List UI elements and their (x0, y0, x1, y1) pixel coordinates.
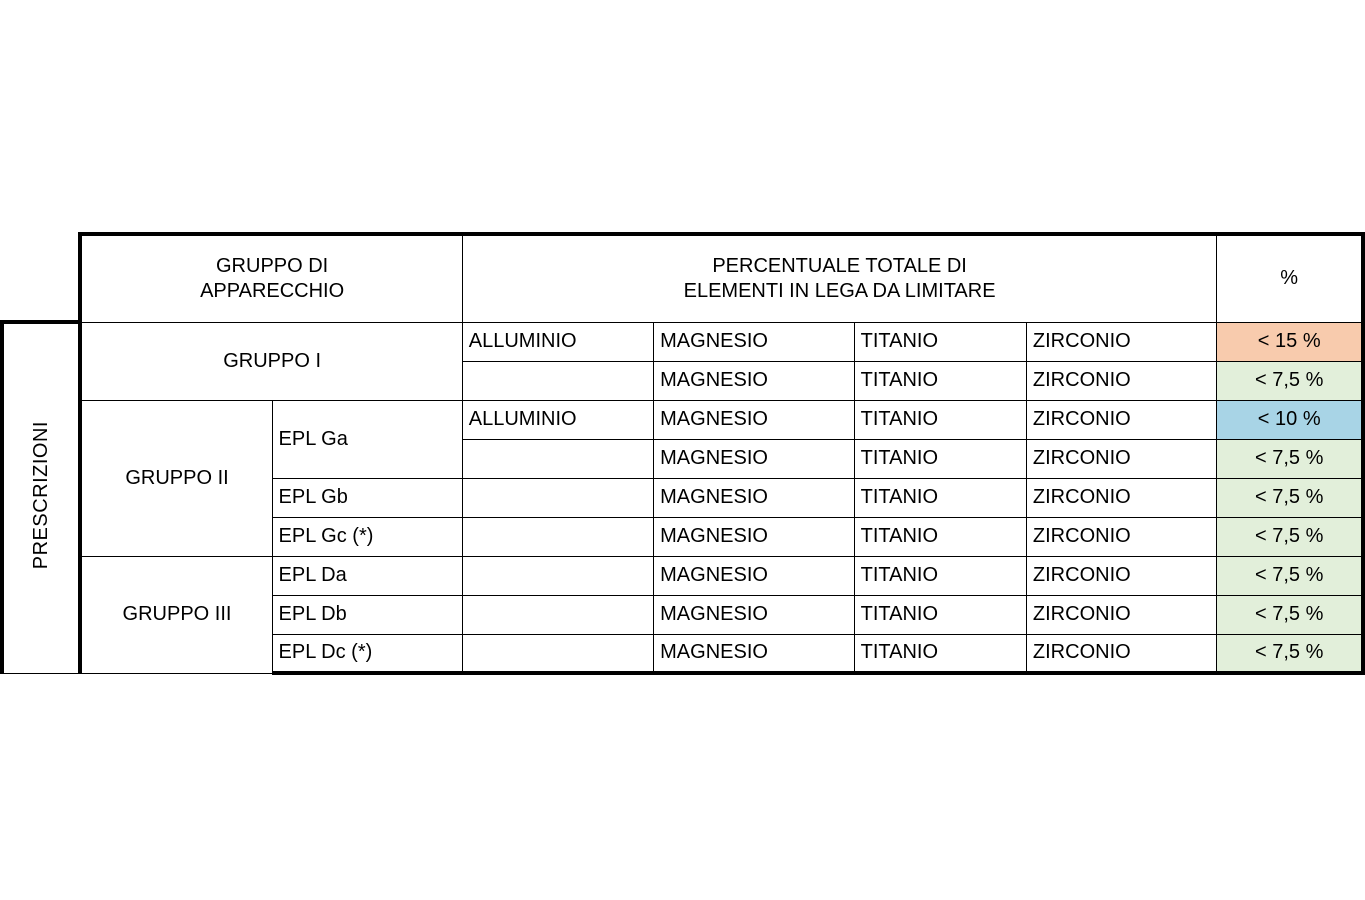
element-cell-zirconio: ZIRCONIO (1026, 517, 1216, 556)
element-cell-magnesio: MAGNESIO (654, 517, 854, 556)
header-group-line1: GRUPPO DI (216, 254, 329, 277)
percent-cell: < 7,5 % (1217, 595, 1363, 634)
element-cell-titanio: TITANIO (854, 556, 1026, 595)
element-cell-zirconio: ZIRCONIO (1026, 478, 1216, 517)
alloy-table-container (0, 232, 1365, 675)
element-cell-magnesio: MAGNESIO (654, 478, 854, 517)
element-cell-empty (462, 517, 653, 556)
element-cell-magnesio: MAGNESIO (654, 439, 854, 478)
header-group-line2: APPARECCHIO (200, 279, 345, 302)
element-cell-empty (462, 439, 653, 478)
element-cell-titanio: TITANIO (854, 400, 1026, 439)
subgroup-label-epl-gc: EPL Gc (*) (272, 517, 462, 556)
element-cell-empty (462, 556, 653, 595)
element-cell-empty (462, 361, 653, 400)
header-elements-line1: PERCENTUALE TOTALE DI (712, 254, 967, 277)
table-row (2, 322, 1363, 361)
group-label-gruppo-2: GRUPPO II (80, 400, 272, 556)
element-cell-magnesio: MAGNESIO (654, 595, 854, 634)
element-cell-titanio: TITANIO (854, 322, 1026, 361)
table-row (2, 400, 1363, 439)
element-cell-empty (462, 478, 653, 517)
header-group-apparecchio (80, 234, 462, 322)
header-spacer-cell (2, 234, 80, 322)
percent-cell: < 7,5 % (1217, 556, 1363, 595)
percent-cell: < 7,5 % (1217, 634, 1363, 673)
element-cell-magnesio: MAGNESIO (654, 556, 854, 595)
element-cell-titanio: TITANIO (854, 517, 1026, 556)
element-cell-empty (462, 595, 653, 634)
element-cell-magnesio: MAGNESIO (654, 634, 854, 673)
element-cell-alluminio: ALLUMINIO (462, 322, 653, 361)
subgroup-label-epl-da: EPL Da (272, 556, 462, 595)
element-cell-zirconio: ZIRCONIO (1026, 361, 1216, 400)
element-cell-zirconio: ZIRCONIO (1026, 595, 1216, 634)
element-cell-titanio: TITANIO (854, 634, 1026, 673)
element-cell-empty (462, 634, 653, 673)
table-row (2, 556, 1363, 595)
element-cell-alluminio: ALLUMINIO (462, 400, 653, 439)
element-cell-titanio: TITANIO (854, 361, 1026, 400)
percent-cell: < 7,5 % (1217, 361, 1363, 400)
element-cell-magnesio: MAGNESIO (654, 322, 854, 361)
subgroup-label-epl-dc: EPL Dc (*) (272, 634, 462, 673)
element-cell-titanio: TITANIO (854, 478, 1026, 517)
element-cell-zirconio: ZIRCONIO (1026, 439, 1216, 478)
percent-cell: < 7,5 % (1217, 517, 1363, 556)
element-cell-zirconio: ZIRCONIO (1026, 322, 1216, 361)
element-cell-magnesio: MAGNESIO (654, 400, 854, 439)
subgroup-label-epl-gb: EPL Gb (272, 478, 462, 517)
element-cell-titanio: TITANIO (854, 595, 1026, 634)
header-percent: % (1217, 234, 1363, 322)
percent-cell: < 15 % (1217, 322, 1363, 361)
percent-cell: < 10 % (1217, 400, 1363, 439)
element-cell-magnesio: MAGNESIO (654, 361, 854, 400)
element-cell-zirconio: ZIRCONIO (1026, 400, 1216, 439)
header-elements-line2: ELEMENTI IN LEGA DA LIMITARE (683, 279, 996, 302)
side-label-prescrizioni (2, 322, 80, 673)
element-cell-zirconio: ZIRCONIO (1026, 634, 1216, 673)
table-header-row (2, 234, 1363, 322)
header-elements-percentage (462, 234, 1217, 322)
group-label-gruppo-1: GRUPPO I (80, 322, 462, 400)
percent-cell: < 7,5 % (1217, 439, 1363, 478)
group-label-gruppo-3: GRUPPO III (80, 556, 272, 673)
subgroup-label-epl-ga: EPL Ga (272, 400, 462, 478)
alloy-limits-table (0, 232, 1365, 675)
percent-cell: < 7,5 % (1217, 478, 1363, 517)
element-cell-titanio: TITANIO (854, 439, 1026, 478)
element-cell-zirconio: ZIRCONIO (1026, 556, 1216, 595)
subgroup-label-epl-db: EPL Db (272, 595, 462, 634)
side-label-text: PRESCRIZIONI (29, 420, 52, 569)
